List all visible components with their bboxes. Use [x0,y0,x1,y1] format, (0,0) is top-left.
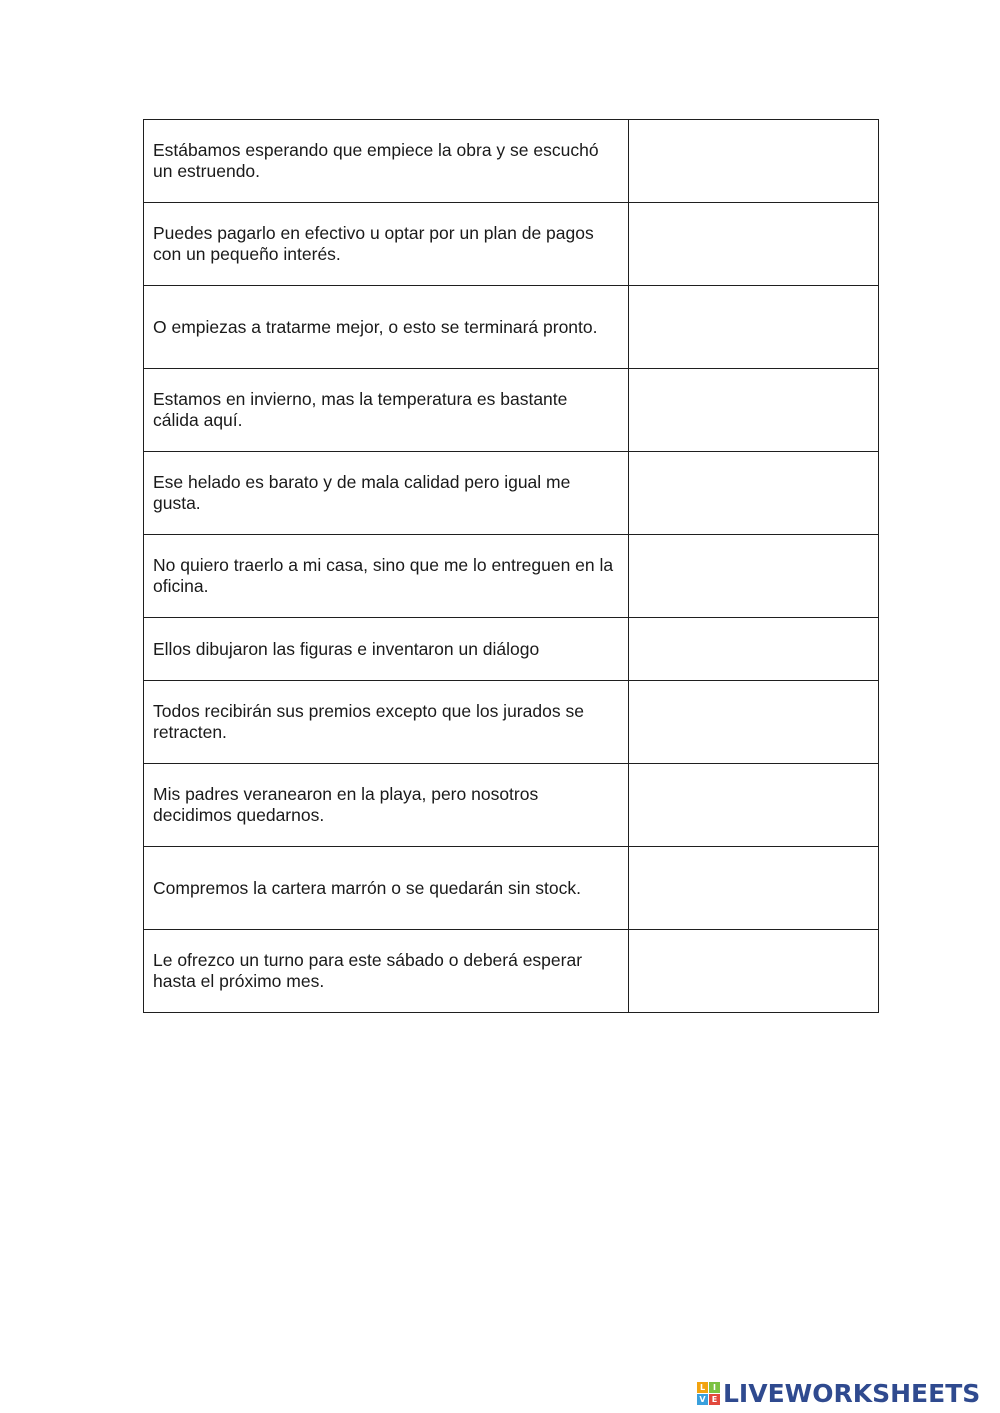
logo-tile: E [709,1394,720,1405]
table-row [144,535,879,618]
sentence-cell: Ellos dibujaron las figuras e inventaron un diálogo [144,618,629,681]
logo-tile: I [709,1382,720,1393]
table-row [144,120,879,203]
table-row [144,930,879,1013]
answer-cell[interactable] [629,203,879,286]
worksheet-table [143,119,879,1013]
liveworksheets-logo-icon [697,1382,720,1405]
sentence-cell: Puedes pagarlo en efectivo u optar por un plan de pagos con un pequeño interés. [144,203,629,286]
table-row [144,369,879,452]
sentence-cell: Mis padres veranearon en la playa, pero nosotros decidimos quedarnos. [144,764,629,847]
sentence-cell: No quiero traerlo a mi casa, sino que me lo entreguen en la oficina. [144,535,629,618]
answer-cell[interactable] [629,286,879,369]
answer-cell[interactable] [629,535,879,618]
table-row [144,618,879,681]
table-row [144,681,879,764]
sentence-cell: Compremos la cartera marrón o se quedarán sin stock. [144,847,629,930]
sentence-cell: Todos recibirán sus premios excepto que los jurados se retracten. [144,681,629,764]
sentence-cell: Le ofrezco un turno para este sábado o deberá esperar hasta el próximo mes. [144,930,629,1013]
table-row [144,452,879,535]
table-row [144,847,879,930]
answer-cell[interactable] [629,369,879,452]
answer-cell[interactable] [629,452,879,535]
logo-tile: L [697,1382,708,1393]
sentence-cell: Estábamos esperando que empiece la obra y se escuchó un estruendo. [144,120,629,203]
brand-text: LIVEWORKSHEETS [723,1378,981,1408]
sentence-cell: O empiezas a tratarme mejor, o esto se terminará pronto. [144,286,629,369]
answer-cell[interactable] [629,847,879,930]
answer-cell[interactable] [629,764,879,847]
logo-tile: V [697,1394,708,1405]
answer-cell[interactable] [629,681,879,764]
table-row [144,203,879,286]
sentence-cell: Ese helado es barato y de mala calidad pero igual me gusta. [144,452,629,535]
answer-cell[interactable] [629,618,879,681]
sentence-cell: Estamos en invierno, mas la temperatura es bastante cálida aquí. [144,369,629,452]
table-row [144,764,879,847]
answer-cell[interactable] [629,120,879,203]
table-row [144,286,879,369]
liveworksheets-brand [697,1378,980,1408]
answer-cell[interactable] [629,930,879,1013]
